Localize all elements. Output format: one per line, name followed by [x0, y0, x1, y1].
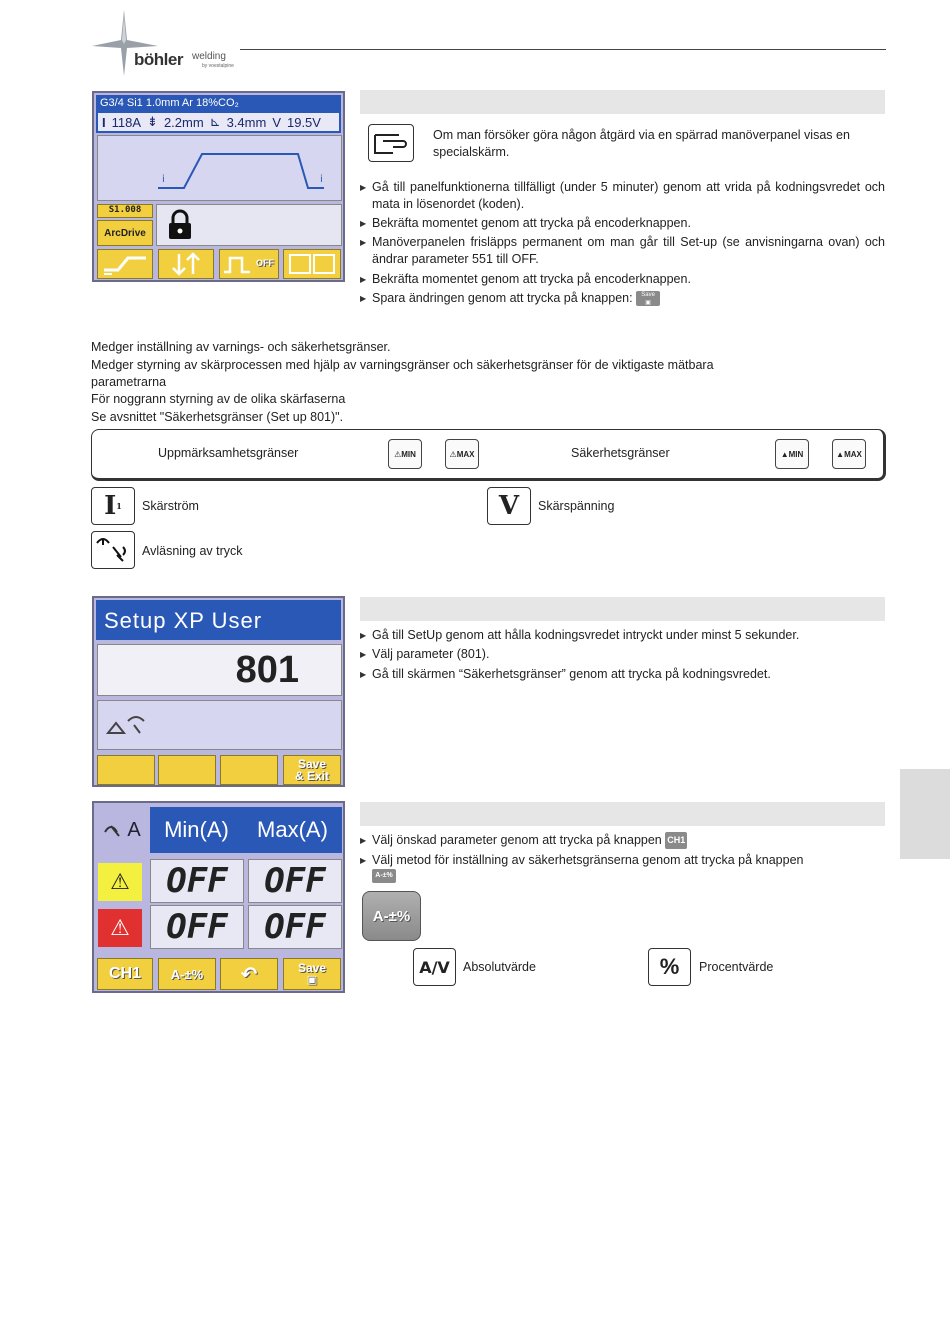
off-button[interactable] [219, 249, 279, 279]
paragraph-5: Se avsnittet "Säkerhetsgränser (Set up 801)". [91, 410, 344, 424]
setup-button-3[interactable] [220, 755, 278, 785]
section3-bullet-2: ▶ Välj metod för inställning av säkerhetsgränserna genom att trycka på knappen [360, 852, 885, 869]
abs-pct-button[interactable] [158, 958, 216, 990]
warning-max-value: OFF [264, 861, 326, 901]
abs-pct-big-label: A-±% [372, 907, 411, 925]
safety-min-value-box [150, 905, 244, 949]
limits-legend-box [91, 429, 886, 481]
section1-bullet-4: ▶ Bekräfta momentet genom att trycka på encoderknappen. [360, 271, 885, 288]
setup-button-2[interactable] [158, 755, 216, 785]
crater-icon [220, 250, 256, 278]
section1-bullet-5-text: Spara ändringen genom att trycka på knappen: [372, 291, 633, 305]
limits-panel-screen [92, 801, 345, 993]
section1-bullet-5 [360, 290, 885, 307]
safety-max-value-box [248, 905, 342, 949]
ch1-label: CH1 [108, 965, 141, 982]
section2-bullet-2: ▶ Välj parameter (801). [360, 646, 885, 663]
safety-max-icon: ▲ MAX [832, 439, 866, 469]
pressure-reading-icon [91, 531, 135, 569]
limits-header [150, 807, 342, 853]
warning-max-value-box [248, 859, 342, 903]
section2-bullet-1: ▶ Gå till SetUp genom att hålla kodningsvredet intryckt under minst 5 sekunder. [360, 627, 885, 644]
absolute-value-icon: A/V [413, 948, 456, 986]
apct-inline-icon: A-±% [372, 869, 396, 883]
section2-heading-bar [360, 597, 885, 621]
locked-panel-screen [92, 91, 345, 282]
setup-param-box [97, 700, 342, 750]
abs-pct-big-button-icon [362, 891, 421, 941]
svg-text:i: i [320, 174, 323, 185]
warning-max-icon: ⚠ MAX [445, 439, 479, 469]
paragraph-1: Medger inställning av varnings- och säkerhetsgränser. [91, 340, 391, 354]
panel1-arc: 3.4mm [226, 114, 267, 130]
save-disk-icon: ▣ [306, 974, 318, 986]
setup-value: 801 [235, 649, 299, 691]
warning-row-icon: ⚠ [98, 863, 142, 901]
updown-button[interactable] [158, 249, 214, 279]
safety-min-value: OFF [166, 907, 228, 947]
panel1-volt: 19.5V [286, 114, 321, 130]
panel1-current: 118A [111, 114, 142, 130]
pressure-reading-label: Avläsning av tryck [142, 544, 243, 558]
warning-min-value: OFF [166, 861, 228, 901]
arcdrive-label: ArcDrive [97, 220, 153, 246]
section1-bullet-3: ▶ Manöverpanelen frisläpps permanent om man går till Set-up (se anvisningarna ovan) och ändrar parameter 551 till OFF. [360, 234, 885, 268]
undo-button[interactable] [220, 958, 278, 990]
undo-icon: ↶ [240, 963, 258, 986]
cutting-voltage-icon: V [487, 487, 531, 525]
setup-title-bar [96, 600, 341, 640]
header-rule [240, 49, 886, 50]
section3-bullet-1-text: Välj önskad parameter genom att trycka på knappen [372, 833, 662, 847]
pressure-small-icon [103, 818, 127, 842]
hand-pointer-icon [368, 124, 414, 162]
side-tab [900, 769, 950, 859]
limits-param-cell [96, 807, 148, 853]
panel1-header-line1: G3/4 Si1 1.0mm Ar 18%CO₂ [100, 97, 239, 109]
brand-welding: welding [192, 51, 226, 62]
absolute-value-label: Absolutvärde [463, 960, 536, 974]
setup-value-box [97, 644, 342, 696]
section2-bullet-3: ▶ Gå till skärmen “Säkerhetsgränser” genom att trycka på kodningsvredet. [360, 666, 885, 683]
setup-title: Setup XP User [104, 608, 263, 633]
panel1-wire: 2.2mm [163, 114, 204, 130]
program-label: S1.008 [97, 204, 153, 218]
settings-button[interactable] [283, 249, 341, 279]
settings-grid-icon [284, 250, 340, 278]
ch1-inline-icon: CH1 [665, 832, 687, 849]
panel1-graph [97, 135, 342, 201]
brand-by: by voestalpine [202, 63, 234, 69]
torch-button[interactable] [97, 249, 153, 279]
min-header: Min(A) [164, 817, 229, 842]
save-inline-icon: Save ▣ [636, 291, 660, 306]
abs-pct-label: A-±% [170, 966, 204, 982]
save-exit-label-1: Save [297, 757, 327, 771]
warning-min-icon: ⚠ MIN [388, 439, 422, 469]
lock-area [156, 204, 342, 246]
up-down-arrows-icon [159, 250, 213, 278]
percent-value-icon: % [648, 948, 691, 986]
panel1-header-line2: I 118A ⇟ 2.2mm ⊾ 3.4mm V 19.5V [98, 113, 339, 131]
max-header: Max(A) [257, 817, 328, 842]
paragraph-4: För noggrann styrning av de olika skärfaserna [91, 392, 346, 406]
limits-unit: A [127, 818, 141, 841]
safety-min-icon: ▲ MIN [775, 439, 809, 469]
warning-min-value-box [150, 859, 244, 903]
svg-text:i: i [162, 174, 165, 185]
pressure-gauge-icon [104, 711, 154, 741]
save-exit-button[interactable] [283, 755, 341, 785]
section1-bullet-1: ▶ Gå till panelfunktionerna tillfälligt (under 5 minuter) genom att vrida på kodningsvredet och mata in lösenordet (koden). [360, 179, 885, 213]
section1-intro: Om man försöker göra någon åtgärd via en spärrad manöverpanel visas en specialskärm. [433, 128, 850, 159]
safety-row-icon: ⚠ [98, 909, 142, 947]
safety-max-value: OFF [264, 907, 326, 947]
cutting-current-label: Skärström [142, 499, 199, 513]
setup-button-1[interactable] [97, 755, 155, 785]
brand-name: böhler [134, 50, 183, 69]
safety-limits-label: Säkerhetsgränser [571, 446, 670, 460]
padlock-icon [167, 209, 193, 241]
setup-panel-screen [92, 596, 345, 787]
torch-icon [98, 250, 152, 278]
section3-bullet-1 [360, 832, 885, 849]
warning-limits-label: Uppmärksamhetsgränser [158, 446, 299, 460]
section3-heading-bar [360, 802, 885, 826]
save-button[interactable] [283, 958, 341, 990]
off-label: OFF [256, 258, 274, 268]
section1-bullet-2: ▶ Bekräfta momentet genom att trycka på encoderknappen. [360, 215, 885, 232]
paragraph-2: Medger styrning av skärprocessen med hjälp av varningsgränser och säkerhetsgränser för de viktigaste mätbara [91, 358, 714, 372]
ch1-button[interactable] [97, 958, 153, 990]
save-exit-label-2: & Exit [294, 769, 329, 783]
section1-heading-bar [360, 90, 885, 114]
paragraph-3: parametrarna [91, 375, 167, 389]
save-label: Save [297, 961, 327, 975]
cutting-current-icon: I 1 [91, 487, 135, 525]
percent-value-label: Procentvärde [699, 960, 774, 974]
pulse-graph-icon [98, 136, 341, 200]
cutting-voltage-label: Skärspänning [538, 499, 615, 513]
